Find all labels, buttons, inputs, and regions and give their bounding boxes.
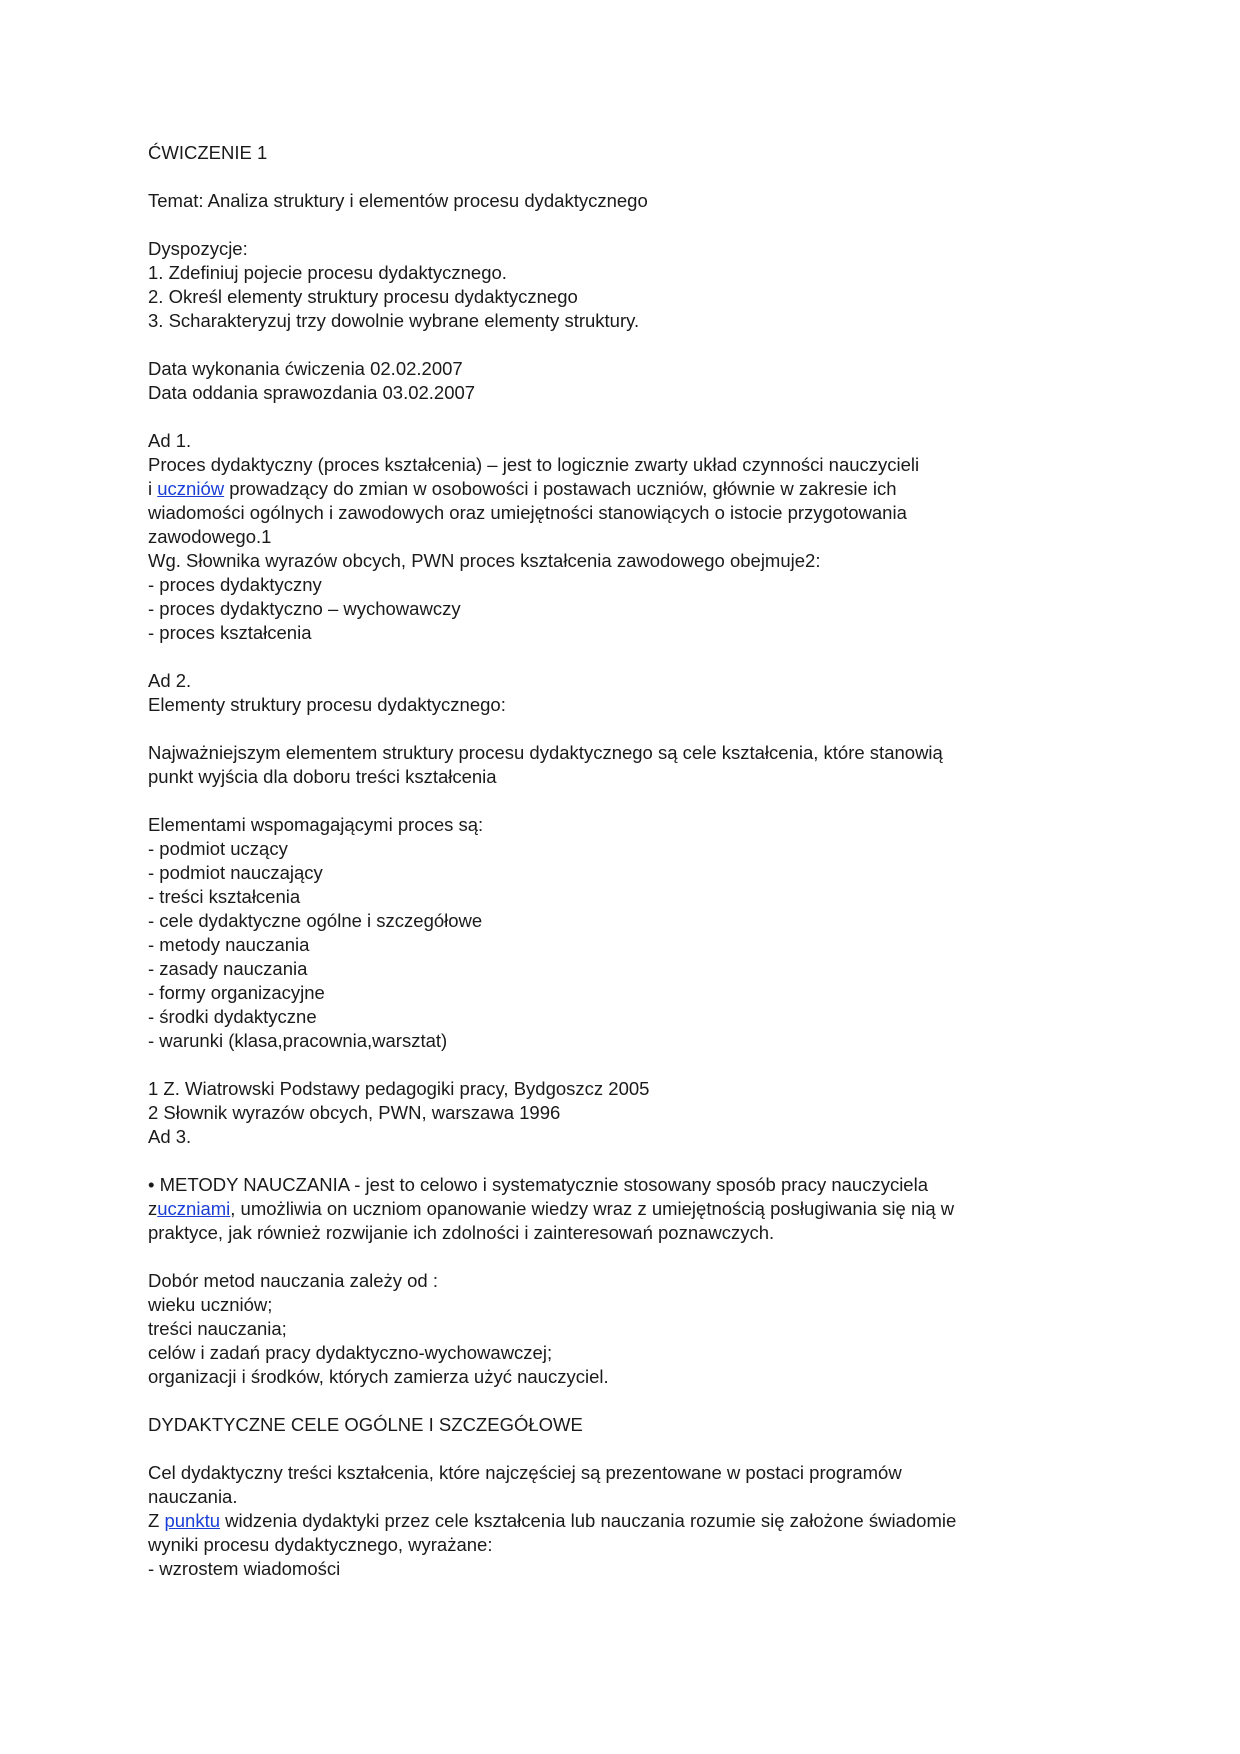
text-span: Z bbox=[148, 1510, 165, 1531]
metody-paragraph-line: • METODY NAUCZANIA - jest to celowo i systematycznie stosowany sposób pracy nauczyciela bbox=[148, 1174, 928, 1195]
text-span: i bbox=[148, 478, 158, 499]
list-item: celów i zadań pracy dydaktyczno-wychowawczej; bbox=[148, 1342, 553, 1363]
list-item: - zasady nauczania bbox=[148, 958, 308, 979]
cele-paragraph-line: Cel dydaktyczny treści kształcenia, które najczęściej są prezentowane w postaci programów bbox=[148, 1462, 902, 1483]
text-span: prowadzący do zmian w osobowości i postawach uczniów, głównie w zakresie ich bbox=[224, 478, 897, 499]
metody-paragraph-line bbox=[148, 1197, 1098, 1221]
ad2-heading: Ad 2. bbox=[148, 670, 192, 691]
uczniow-link[interactable]: uczniów bbox=[157, 478, 225, 499]
dobor-heading: Dobór metod nauczania zależy od : bbox=[148, 1270, 439, 1291]
ad3-heading: Ad 3. bbox=[148, 1126, 192, 1147]
ad1-paragraph-line bbox=[148, 477, 1098, 501]
ad1-paragraph-line: wiadomości ogólnych i zawodowych oraz umiejętności stanowiących o istocie przygotowania bbox=[148, 502, 907, 523]
date-wykonania: Data wykonania ćwiczenia 02.02.2007 bbox=[148, 358, 463, 379]
date-oddania: Data oddania sprawozdania 03.02.2007 bbox=[148, 382, 476, 403]
list-item: organizacji i środków, których zamierza użyć nauczyciel. bbox=[148, 1366, 609, 1387]
footnote: 1 Z. Wiatrowski Podstawy pedagogiki pracy, Bydgoszcz 2005 bbox=[148, 1078, 650, 1099]
temat-line: Temat: Analiza struktury i elementów procesu dydaktycznego bbox=[148, 190, 648, 211]
cele-paragraph-line bbox=[148, 1509, 1098, 1533]
dyspozycje-heading: Dyspozycje: bbox=[148, 238, 248, 259]
list-item: - proces dydaktyczny bbox=[148, 574, 322, 595]
metody-paragraph-line: praktyce, jak również rozwijanie ich zdolności i zainteresowań poznawczych. bbox=[148, 1222, 775, 1243]
list-item: - treści kształcenia bbox=[148, 886, 301, 907]
dyspozycje-item: 2. Określ elementy struktury procesu dydaktycznego bbox=[148, 286, 578, 307]
document-page bbox=[148, 141, 1098, 1581]
list-item: treści nauczania; bbox=[148, 1318, 287, 1339]
cele-heading: DYDAKTYCZNE CELE OGÓLNE I SZCZEGÓŁOWE bbox=[148, 1414, 583, 1435]
document-title: ĆWICZENIE 1 bbox=[148, 142, 268, 163]
list-item: - wzrostem wiadomości bbox=[148, 1558, 341, 1579]
list-item: - proces dydaktyczno – wychowawczy bbox=[148, 598, 461, 619]
list-item: - warunki (klasa,pracownia,warsztat) bbox=[148, 1030, 448, 1051]
ad1-paragraph-line: Proces dydaktyczny (proces kształcenia) – jest to logicznie zwarty układ czynności nauczycieli bbox=[148, 454, 920, 475]
list-item: - metody nauczania bbox=[148, 934, 310, 955]
dyspozycje-item: 3. Scharakteryzuj trzy dowolnie wybrane elementy struktury. bbox=[148, 310, 640, 331]
dyspozycje-item: 1. Zdefiniuj pojecie procesu dydaktycznego. bbox=[148, 262, 507, 283]
ad1-paragraph-2: Wg. Słownika wyrazów obcych, PWN proces kształcenia zawodowego obejmuje2: bbox=[148, 550, 821, 571]
list-item: - środki dydaktyczne bbox=[148, 1006, 317, 1027]
cele-paragraph-line: nauczania. bbox=[148, 1486, 238, 1507]
ad2-paragraph-line: punkt wyjścia dla doboru treści kształcenia bbox=[148, 766, 497, 787]
uczniami-link[interactable]: uczniami bbox=[157, 1198, 231, 1219]
ad1-paragraph-line: zawodowego.1 bbox=[148, 526, 272, 547]
cele-paragraph-line: wyniki procesu dydaktycznego, wyrażane: bbox=[148, 1534, 493, 1555]
list-item: - formy organizacyjne bbox=[148, 982, 325, 1003]
text-span: , umożliwia on uczniom opanowanie wiedzy wraz z umiejętnością posługiwania się nią w bbox=[230, 1198, 955, 1219]
list-item: - cele dydaktyczne ogólne i szczegółowe bbox=[148, 910, 483, 931]
list-item: - proces kształcenia bbox=[148, 622, 312, 643]
list-item: - podmiot nauczający bbox=[148, 862, 323, 883]
ad1-heading: Ad 1. bbox=[148, 430, 192, 451]
ad2-subheading: Elementy struktury procesu dydaktycznego: bbox=[148, 694, 506, 715]
punktu-link[interactable]: punktu bbox=[164, 1510, 220, 1531]
ad2-paragraph-line: Najważniejszym elementem struktury procesu dydaktycznego są cele kształcenia, które stanowią bbox=[148, 742, 943, 763]
list-item: - podmiot uczący bbox=[148, 838, 288, 859]
list-item: wieku uczniów; bbox=[148, 1294, 273, 1315]
text-span: widzenia dydaktyki przez cele kształcenia lub nauczania rozumie się założone świadomie bbox=[220, 1510, 957, 1531]
footnote: 2 Słownik wyrazów obcych, PWN, warszawa 1996 bbox=[148, 1102, 561, 1123]
text-span: z bbox=[148, 1198, 158, 1219]
ad2-paragraph-2: Elementami wspomagającymi proces są: bbox=[148, 814, 484, 835]
